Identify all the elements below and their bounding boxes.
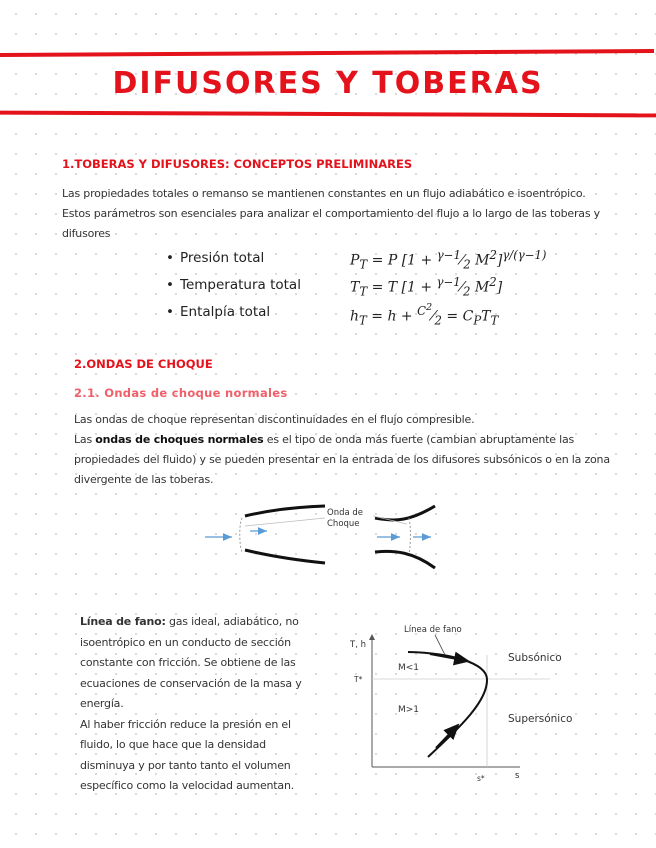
diffuser-lower-wall	[245, 550, 325, 563]
diffuser-upper-wall	[245, 506, 325, 516]
nozzle-lower-wall	[375, 551, 435, 568]
shock-label-line1: Onda de	[327, 508, 364, 518]
total-properties-list	[166, 248, 547, 331]
fano-term: Línea de fano:	[80, 615, 166, 628]
supersonic-direction-arrow	[436, 725, 458, 748]
region-lower-label: M>1	[398, 705, 420, 715]
t-star-label: T*	[354, 675, 363, 684]
section2-line2-start: Las	[74, 433, 96, 446]
section1-heading: 1.TOBERAS Y DIFUSORES: CONCEPTOS PRELIMINARES	[62, 157, 413, 171]
list-item	[166, 277, 526, 304]
fano-line-graph	[340, 615, 580, 790]
shock-wave-diagram	[195, 490, 455, 575]
fano-text: gas ideal, adiabático, no isoentrópico en un conducto de sección constante con fricción. Se obtiene de las ecuaciones de conservación de la masa y energía.	[80, 615, 302, 710]
bullet-icon: •	[166, 277, 174, 293]
x-axis-label: s	[515, 771, 520, 781]
list-item	[166, 304, 526, 331]
section2-line2-bold: ondas de choques normales	[95, 433, 264, 446]
fano-curve-label: Línea de fano	[404, 625, 462, 635]
bullet-icon: •	[166, 250, 174, 266]
supersonic-label: Supersónico	[508, 713, 573, 725]
label-pointer-left	[245, 518, 325, 526]
subsonic-label: Subsónico	[508, 652, 562, 664]
nozzle-upper-wall	[375, 506, 435, 520]
s-star-label: s*	[477, 774, 485, 783]
fano-text-2: Al haber fricción reduce la presión en el fluido, lo que hace que la densidad disminuya y por tanto tanto el volumen específico como la velocidad aumentan.	[80, 717, 295, 792]
list-item-label: Presión total	[180, 250, 265, 266]
diffuser-shock-line	[240, 518, 242, 552]
section2-line2-rest: es el tipo de onda más fuerte (cambian abruptamente las propiedades del fluido) y se pueden presentar en la entrada de los difusores subsónicos o en la zona divergente de las toberas.	[74, 433, 610, 486]
section2-paragraph	[74, 410, 619, 490]
list-item-label: Entalpía total	[180, 304, 271, 320]
page-title: DIFUSORES Y TOBERAS	[112, 66, 544, 101]
shock-label-line2: Choque	[327, 519, 360, 529]
section2-heading: 2.ONDAS DE CHOQUE	[74, 357, 213, 371]
y-axis-label: T, h	[350, 640, 366, 650]
fano-label-pointer	[435, 635, 445, 655]
section1-paragraph: Las propiedades totales o remanso se mantienen constantes en un flujo adiabático e isoentrópico. Estos parámetros son esenciales para analizar el comportamiento del flujo a lo largo de las toberas y difusores	[62, 187, 600, 240]
total-temperature-formula: $T_T = T$ [$1 + ^{\gamma-1}⁄_2$ $M^2$]	[350, 275, 503, 299]
subsonic-direction-arrow	[430, 654, 468, 661]
total-enthalpy-formula: $h_T = h$ + $^{C^2}⁄_2 = C_PT_T$	[350, 302, 499, 328]
list-item	[166, 248, 547, 277]
top-red-rule	[0, 49, 654, 57]
nozzle-shock-line	[409, 518, 411, 554]
section2-line1: Las ondas de choque representan discontinuidades en el flujo compresible.	[74, 413, 475, 426]
fano-description	[80, 612, 320, 797]
bullet-icon: •	[166, 304, 174, 320]
fano-curve	[408, 652, 487, 757]
region-upper-label: M<1	[398, 663, 420, 673]
bottom-red-rule	[0, 111, 656, 118]
total-pressure-formula: $P_T = P$ [$1 + ^{\gamma-1}⁄_2$ $M^2]^{\gamma/(\gamma-1)}$	[350, 248, 547, 272]
section2-subheading: 2.1. Ondas de choque normales	[74, 386, 288, 400]
list-item-label: Temperatura total	[180, 277, 301, 293]
